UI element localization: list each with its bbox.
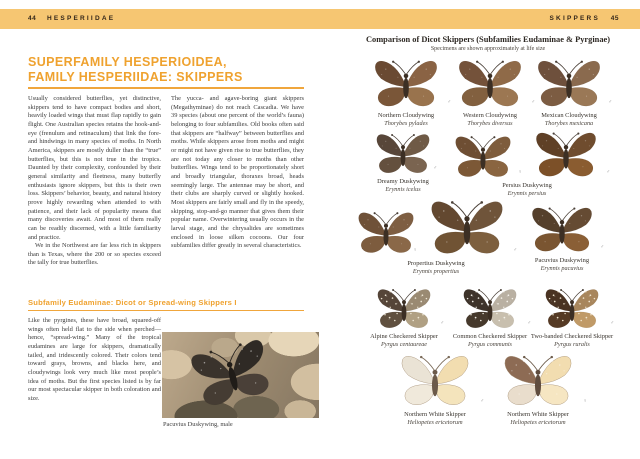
sex-symbol: ♀ <box>413 248 417 253</box>
subfamily-rule <box>28 310 304 311</box>
sex-symbol: ♀ <box>518 170 522 175</box>
page-number-right: 45 <box>610 15 619 22</box>
sex-symbol: ♂ <box>447 100 451 105</box>
butterfly-illustration <box>370 131 436 177</box>
specimen-persius-duskywing <box>441 129 613 198</box>
specimen-latin-name: Heliopetes ericetorum <box>510 419 566 426</box>
sex-symbol: ♂ <box>433 166 437 171</box>
sex-symbol: ♀ <box>583 399 587 404</box>
specimen-common-name: Persius Duskywing <box>502 182 552 189</box>
specimen-two-banded-checkered-skipper <box>526 286 618 349</box>
subfamily-paragraph: Like the pyrgines, these have broad, squared-off wings often held flat to the side when perched—hence, “spread-wing.” Many of the tropical eudamines are large for skippers, dramatically tailed, and iridescently colored. Their colors tend toward grays, browns, and blacks here, and cloudywings look very much like most people’s idea of moths. But the first species listed is by far our most spectacular skipper in both coloration and size. <box>28 317 161 402</box>
specimen-latin-name: Erynnis propertius <box>412 268 460 275</box>
butterfly-illustration-female <box>445 133 521 181</box>
plate-subtitle: Specimens are shown approximately at life size <box>430 46 546 52</box>
chapter-title-line2: FAMILY HESPERIIDAE: SKIPPERS <box>28 69 243 84</box>
specimen-northern-white-skipper-male <box>384 352 486 427</box>
specimen-common-checkered-skipper <box>446 286 534 349</box>
specimen-common-name: Common Checkered Skipper <box>452 333 528 340</box>
specimen-northern-cloudywing <box>360 57 452 128</box>
specimen-latin-name: Thorybes diversus <box>467 120 513 127</box>
specimen-common-name: Two-banded Checkered Skipper <box>530 333 614 340</box>
sex-symbol: ♂ <box>600 245 604 250</box>
butterfly-illustration <box>387 352 483 410</box>
plate-title: Comparison of Dicot Skippers (Subfamilies Eudaminae & Pyrginae) <box>365 35 611 44</box>
specimen-common-name: Alpine Checkered Skipper <box>370 333 438 340</box>
specimen-pacuvius-duskywing <box>516 204 608 273</box>
subfamily-text-column <box>28 317 161 404</box>
specimen-northern-white-skipper-female <box>487 352 589 427</box>
butterfly-illustration <box>365 286 443 332</box>
running-header-right: SKIPPERS <box>549 15 600 22</box>
sex-symbol: ♂ <box>440 321 444 326</box>
butterfly-illustration <box>450 286 530 332</box>
specimen-latin-name: Erynnis icelus <box>385 186 421 193</box>
specimen-dreamy-duskywing <box>362 131 444 194</box>
specimen-common-name: Western Cloudywing <box>463 112 517 119</box>
specimen-latin-name: Thorybes pylades <box>384 120 428 127</box>
butterfly-illustration <box>521 204 603 256</box>
sex-symbol: ♂ <box>513 248 517 253</box>
specimen-common-name: Pacuvius Duskywing <box>534 257 590 264</box>
specimen-propertius-duskywing <box>360 197 517 276</box>
photo-caption: Pacuvius Duskywing, male <box>163 421 233 428</box>
butterfly-illustration <box>527 57 611 111</box>
running-header-band <box>0 9 640 29</box>
sex-symbol: ♂ <box>606 170 610 175</box>
title-rule <box>28 87 304 89</box>
subfamily-heading: Subfamily Eudaminae: Dicot or Spread-wing Skippers I <box>28 298 237 307</box>
butterfly-illustration <box>490 352 586 410</box>
specimen-common-name: Northern White Skipper <box>507 411 569 418</box>
butterfly-photo-subject <box>170 332 294 418</box>
chapter-title <box>28 55 318 84</box>
specimen-latin-name: Heliopetes ericetorum <box>407 419 463 426</box>
specimen-common-name: Propertius Duskywing <box>407 260 465 267</box>
butterfly-illustration <box>362 57 450 111</box>
intro-text-columns <box>28 95 304 293</box>
sex-symbol: ♂ <box>527 321 531 326</box>
sex-symbol: ♂ <box>480 399 484 404</box>
sex-symbol: ♂ <box>610 321 614 326</box>
specimen-alpine-checkered-skipper <box>360 286 448 349</box>
intro-paragraph-2: We in the Northwest are far less rich in skippers than is Texas, where the 200 or so species exceed the tally for true butterflies. <box>28 242 161 267</box>
specimen-common-name: Dreamy Duskywing <box>377 178 429 185</box>
specimen-latin-name: Erynnis pacuvius <box>540 265 584 272</box>
specimen-latin-name: Pyrgus centaureae <box>380 341 428 348</box>
specimen-latin-name: Pyrgus ruralis <box>554 341 590 348</box>
intro-column-2 <box>171 95 304 293</box>
intro-paragraph-3: The yucca- and agave-boring giant skippers (Megathyminae) do not reach Cascadia. We have 39 species (about one percent of the world’s fauna) belonging to four subfamilies. Old books often said that skippers are “halfway” between butterflies and moths. While skippers arose from moths and might or might not have given rise to true butterflies, they are not today any closer to moths than other butterflies. Wings tend to be proportionately short and broadly triangular, thoraxes broad, heads seemingly large. The antennae may be short, and their clubs are sharply curved or slightly hooked. Most skippers are fairly small and fly in the speedy, skipping, stop-and-go manner that gives them their popular name. Overwintering usually occurs in the larval stage, and the chrysalides are sometimes enclosed in loose silken cocoons. Our four subfamilies differ greatly in several characteristics. <box>171 95 304 250</box>
butterfly-illustration <box>446 57 534 111</box>
butterfly-illustration-male <box>523 129 609 181</box>
intro-paragraph-1: Usually considered butterflies, yet distinctive, skippers tend to have compact bodies and short, heavily loaded wings that must flap rapidly to gain flight. One Australian species retains the hook-and-eye (frenulum and retinaculum) that link the fore- and hindwings in many species of moths. In North America, skippers are mostly duller than the “true” butterflies, but this is not true in the tropics. Daunted by their complexity, confounded by their general similarity and fleetness, many butterfly enthusiasts ignore skippers, but this is their own loss. Skippers’ behavior, beauty, and natural history prove highly rewarding when attended to with patience, and their lack of popularity means that many discoveries await. And most of them really can be readily discerned, with a little familiarity and practice. <box>28 95 161 241</box>
specimen-mexican-cloudywing <box>524 57 614 128</box>
running-header-left: HESPERIIDAE <box>47 15 116 22</box>
specimen-latin-name: Thorybes mexicana <box>544 120 594 127</box>
specimen-western-cloudywing <box>444 57 536 128</box>
specimen-common-name: Mexican Cloudywing <box>541 112 597 119</box>
butterfly-illustration-male <box>418 197 516 259</box>
sex-symbol: ♂ <box>608 100 612 105</box>
specimen-common-name: Northern White Skipper <box>404 411 466 418</box>
butterfly-illustration <box>531 286 613 332</box>
butterfly-illustration-female <box>356 207 416 259</box>
specimen-latin-name: Erynnis persius <box>507 190 547 197</box>
intro-column-1 <box>28 95 161 293</box>
sex-symbol: ♂ <box>531 100 535 105</box>
habitat-photo <box>162 332 319 418</box>
specimen-latin-name: Pyrgus communis <box>468 341 512 348</box>
page-number-left: 44 <box>28 15 37 22</box>
chapter-title-line1: SUPERFAMILY HESPERIOIDEA, <box>28 55 227 69</box>
specimen-common-name: Northern Cloudywing <box>377 112 435 119</box>
